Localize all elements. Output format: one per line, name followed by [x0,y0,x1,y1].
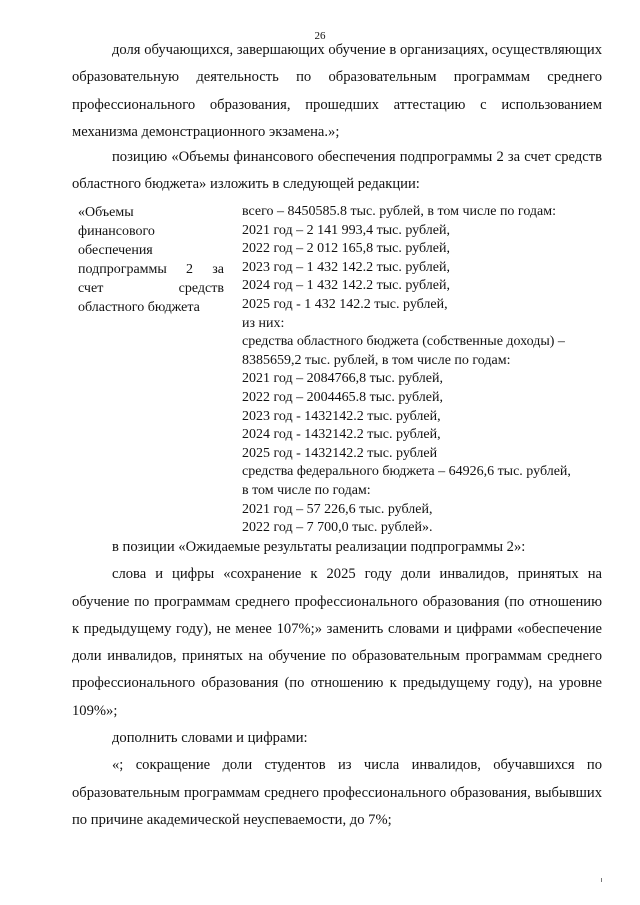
paragraph: доля обучающихся, завершающих обучение в организациях, осуществляющих образовательную деятельность по образовательным программам среднего профессионального образования, прошедших аттестацию с использованием механизма демонстрационного экзамена.»; [72,42,602,140]
paragraph: позицию «Объемы финансового обеспечения подпрограммы 2 за счет средств областного бюджета» изложить в следующей редакции: [72,149,602,193]
paragraph: слова и цифры «сохранение к 2025 году доли инвалидов, принятых на обучение по программам среднего профессионального образования (по отношению к предыдущему году), не менее 107%;» заменить словами и цифрами «обеспечение доли инвалидов, принятых на обучение по образовательным программам среднего профессионального образования (по отношению к предыдущему году), на уровне 109%»; [72,566,602,719]
right-cell-line: средства федерального бюджета – 64926,6 тыс. рублей, [242,464,571,480]
right-cell-line: 8385659,2 тыс. рублей, в том числе по годам: [242,352,511,368]
right-cell-line: 2024 год – 1 432 142.2 тыс. рублей, [242,278,450,294]
right-cell-line: 2023 год - 1432142.2 тыс. рублей, [242,408,441,424]
right-cell-line: 2022 год – 7 700,0 тыс. рублей». [242,520,433,536]
scan-mark [601,878,602,882]
page-number: 26 [314,30,326,42]
right-cell-line: средства областного бюджета (собственные доходы) – [242,334,565,350]
right-cell-line: всего – 8450585.8 тыс. рублей, в том числе по годам: [242,204,557,219]
right-cell-line: 2022 год – 2 012 165,8 тыс. рублей, [242,241,450,257]
right-cell-line: 2023 год – 1 432 142.2 тыс. рублей, [242,259,450,275]
text-block-top [72,37,602,146]
table-left-cell [78,203,224,317]
text-block-mid [72,144,602,199]
left-cell-line: счет средств [78,281,224,296]
right-cell-line: 2021 год – 2 141 993,4 тыс. рублей, [242,222,450,238]
right-cell-line: 2021 год – 2084766,8 тыс. рублей, [242,371,443,387]
left-cell-line: подпрограммы 2 за [78,262,224,277]
left-cell-line: областного бюджета [78,300,200,315]
right-cell-line: 2025 год - 1432142.2 тыс. рублей [242,445,438,461]
right-cell-line: из них: [242,315,285,331]
table-right-cell [242,203,612,538]
paragraph: дополнить словами и цифрами: [112,730,308,747]
right-cell-line: 2021 год – 57 226,6 тыс. рублей, [242,501,433,517]
left-cell-line: обеспечения [78,243,153,258]
right-cell-line: 2024 год - 1432142.2 тыс. рублей, [242,427,441,443]
paragraph: «; сокращение доли студентов из числа инвалидов, обучавшихся по образовательным программам среднего профессионального образования, выбывших по причине академической неуспеваемости, до 7%; [72,757,602,828]
left-cell-line: финансового [78,224,155,239]
text-block-bottom [72,534,602,834]
left-cell-line: «Объемы [78,205,134,220]
right-cell-line: 2022 год – 2004465.8 тыс. рублей, [242,389,443,405]
paragraph: в позиции «Ожидаемые результаты реализации подпрограммы 2»: [112,539,526,555]
right-cell-line: в том числе по годам: [242,482,371,498]
right-cell-line: 2025 год - 1 432 142.2 тыс. рублей, [242,296,448,312]
